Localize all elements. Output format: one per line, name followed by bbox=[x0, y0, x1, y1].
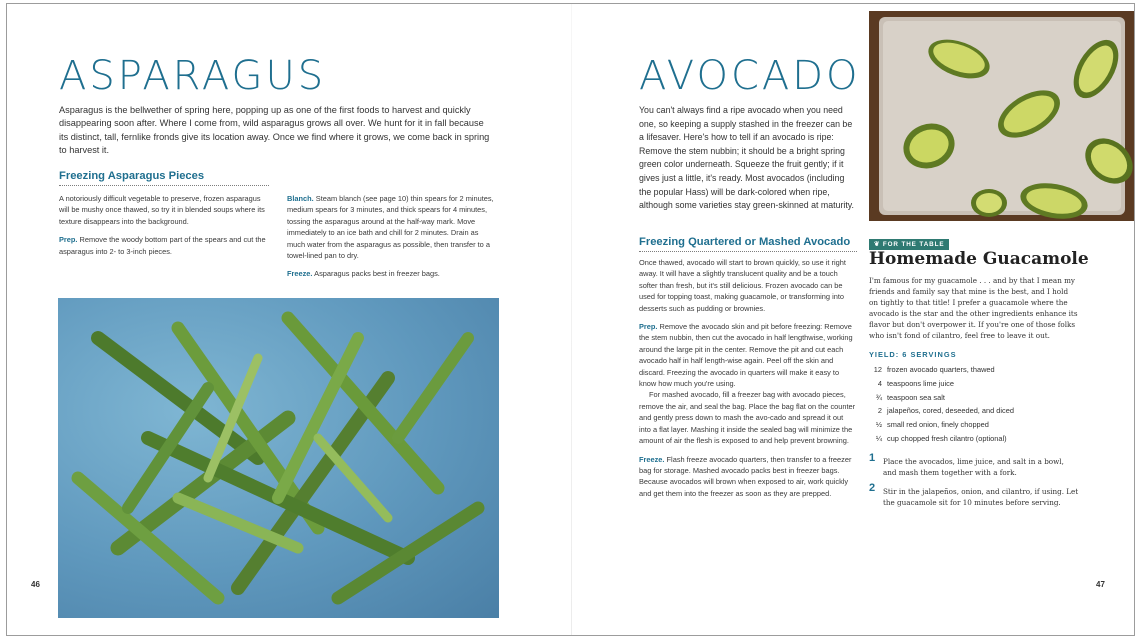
right-page-number: 47 bbox=[1096, 580, 1105, 589]
avocado-photo bbox=[869, 11, 1135, 221]
ingredient-item bbox=[869, 363, 1069, 377]
avocado-photo-illustration bbox=[869, 11, 1135, 221]
avocado-prep bbox=[639, 321, 857, 389]
asparagus-freeze bbox=[287, 268, 497, 279]
ingredient-item bbox=[869, 391, 1069, 405]
asparagus-prep-text: Remove the woody bottom part of the spears and cut the asparagus into 2- to 3-inch pieces. bbox=[59, 235, 266, 256]
recipe-intro: I'm famous for my guacamole . . . and by that I mean my friends and family say that mine is the best, and I hold on tightly to that title! I prefer a guacamole where the avocado is the star and the other ingredients enhance its flavor but don't overpower it. If you're one of those folks who isn't fond of cilantro, feel free to leave it out. bbox=[869, 276, 1078, 340]
ingredient-qty: ¾ bbox=[875, 392, 882, 402]
asparagus-photo bbox=[58, 298, 499, 618]
avocado-intro: You can't always find a ripe avocado when you need one, so keeping a supply stashed in the freezer can be a lifesaver. Here's how to tell if an avocado is ripe: Remove the stem nubbin; it should be a bright spring green color underneath. Squeeze the fruit gently; if it gives just a little, it's ready. Most avocados (including the popular Hass) will be dark-colored when ripe, although some varieties stay green-skinned at maturity. bbox=[639, 105, 854, 211]
asparagus-blanch-lead: Blanch. bbox=[287, 194, 314, 203]
ingredient-qty: ½ bbox=[875, 420, 882, 430]
asparagus-note: A notoriously difficult vegetable to preserve, frozen asparagus will be mushy once thawed, so try it in blended soups where its texture disappears into the background. bbox=[59, 194, 265, 226]
asparagus-freeze-lead: Freeze. bbox=[287, 269, 313, 279]
ingredient-qty: 12 bbox=[873, 365, 882, 374]
ingredient-name: cup chopped fresh cilantro (optional) bbox=[887, 433, 1007, 443]
recipe-step bbox=[869, 452, 1079, 479]
ingredient-name: frozen avocado quarters, thawed bbox=[887, 365, 995, 374]
step-text: Stir in the jalapeños, onion, and cilantro, if using. Let the guacamole sit for 10 minutes before serving. bbox=[883, 487, 1079, 508]
recipe-tag-text: FOR THE TABLE bbox=[882, 241, 945, 248]
ingredient-item bbox=[869, 418, 1069, 432]
avocado-freeze-text: Flash freeze avocado quarters, then transfer to a freezer bag for storage. Mashed avocado packs best in freezer bags. Because avocados will brown when exposed to air, work quickly and get them into the freezer as soon as they are prepped. bbox=[639, 454, 852, 498]
asparagus-prep-lead: Prep. bbox=[59, 235, 78, 245]
avocado-prep-text: Remove the avocado skin and pit before freezing: Remove the stem nubbin, then cut the avocado in half lengthwise, working around the large pit in the center. Remove the pit and cut each avocado half in half length-wise again. Peel off the skin and discard. Freezing the avocado in quarters will make it easy to know how much you're using. bbox=[639, 322, 853, 389]
left-page-number: 46 bbox=[31, 580, 40, 589]
asparagus-blanch bbox=[287, 193, 497, 261]
avocado-column bbox=[639, 257, 857, 499]
ingredient-item bbox=[869, 404, 1069, 418]
ingredient-name: jalapeños, cored, deseeded, and diced bbox=[887, 406, 1014, 416]
step-text: Place the avocados, lime juice, and salt in a bowl, and mash them together with a fork. bbox=[883, 457, 1064, 478]
step-number: 1 bbox=[869, 452, 876, 464]
asparagus-intro: Asparagus is the bellwether of spring here, popping up as one of the first foods to harvest and quickly disappearing soon after. Where I come from, wild asparagus grows all over. We hunt for it in fall because its distinct, tall, fernlike fronds give its location away. Once we find where it grows, we come back in spring to harvest it. bbox=[59, 105, 490, 156]
ingredient-qty: 4 bbox=[877, 378, 882, 388]
ingredient-name: teaspoons lime juice bbox=[887, 378, 954, 388]
book-gutter bbox=[571, 4, 572, 635]
recipe-yield: YIELD: 6 SERVINGS bbox=[869, 350, 957, 359]
leaf-icon: ❦ bbox=[874, 241, 883, 248]
avocado-freeze bbox=[639, 454, 857, 500]
ingredient-item bbox=[869, 377, 1069, 391]
asparagus-column-2 bbox=[287, 193, 497, 280]
avocado-freeze-lead: Freeze. bbox=[639, 454, 665, 464]
asparagus-prep bbox=[59, 234, 269, 257]
asparagus-blanch-text: Steam blanch (see page 10) thin spears for 2 minutes, medium spears for 3 minutes, and thick spears for 4 minutes, tossing the asparagus around at the half-way mark. Move immediately to an ice bath and chill for 2 minutes. Drain as much water from the asparagus as possible, then transfer to a towel-lined pan to dry. bbox=[287, 194, 494, 261]
avocado-section-title: Freezing Quartered or Mashed Avocado bbox=[639, 236, 857, 252]
recipe-title: Homemade Guacamole bbox=[869, 249, 1089, 269]
avocado-prep-lead: Prep. bbox=[639, 322, 658, 332]
avocado-note: Once thawed, avocado will start to brown quickly, so use it right away. It will have a slightly translucent quality and be a touch softer than fresh, but it's still delicious. Frozen avocado can be used for topping toast, making guacamole, or transforming into desserts such as pudding or brownies. bbox=[639, 258, 846, 313]
recipe-step bbox=[869, 482, 1079, 509]
book-spread bbox=[6, 3, 1135, 636]
ingredient-item bbox=[869, 432, 1069, 446]
asparagus-photo-illustration bbox=[58, 298, 499, 618]
ingredient-name: small red onion, finely chopped bbox=[887, 420, 989, 430]
ingredient-name: teaspoon sea salt bbox=[887, 392, 945, 402]
asparagus-title: ASPARAGUS bbox=[59, 53, 327, 99]
step-number: 2 bbox=[869, 482, 876, 494]
ingredient-qty: ¼ bbox=[875, 433, 882, 443]
avocado-mashed: For mashed avocado, fill a freezer bag with avocado pieces, remove the air, and seal the bag. Place the bag flat on the counter and gently press down to mash the avo-cado and spread it out into a flat layer. Mashing it inside the sealed bag will minimize the amount of air the flesh is exposed to and help prevent browning. bbox=[639, 390, 856, 446]
ingredient-qty: 2 bbox=[877, 406, 882, 416]
asparagus-section-title: Freezing Asparagus Pieces bbox=[59, 170, 269, 186]
asparagus-freeze-text: Asparagus packs best in freezer bags. bbox=[314, 269, 440, 279]
ingredient-list bbox=[869, 363, 1069, 446]
avocado-title: AVOCADO bbox=[639, 53, 861, 99]
asparagus-column-1 bbox=[59, 193, 269, 257]
